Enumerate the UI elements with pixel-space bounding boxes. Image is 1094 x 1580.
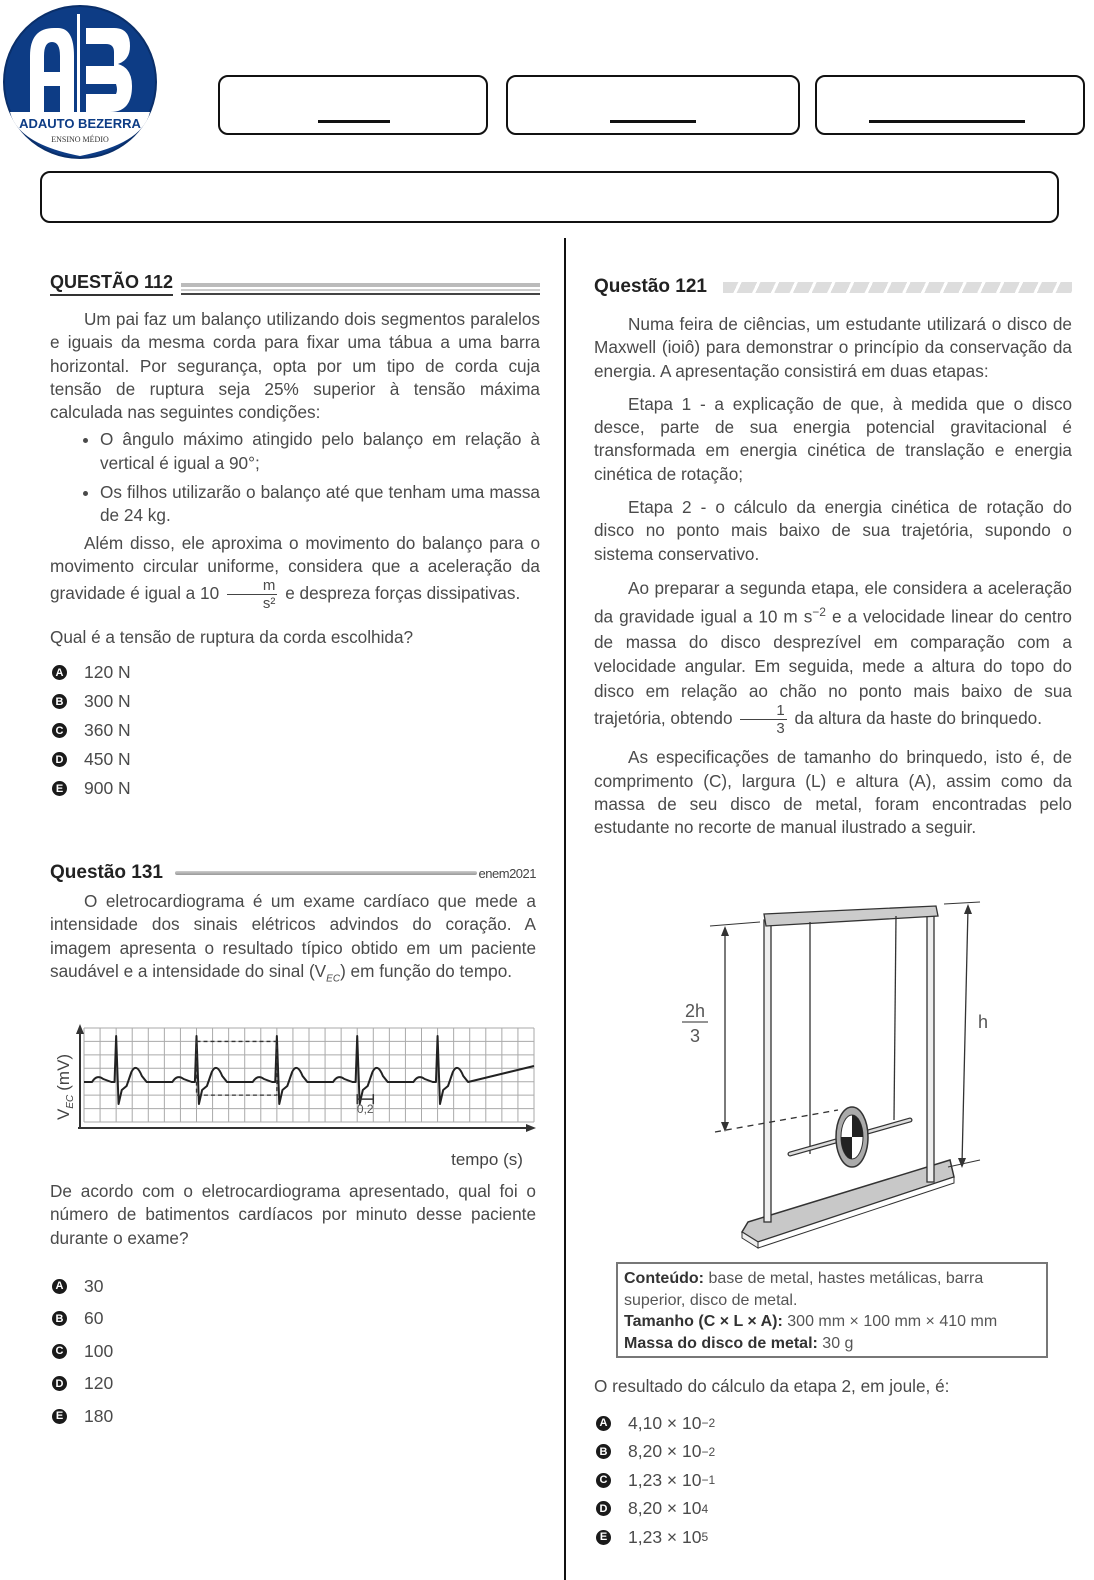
fraction-one-third (740, 703, 786, 736)
option-letter-badge: B (596, 1444, 611, 1459)
field-underline (318, 120, 390, 123)
option-letter-badge: E (52, 1409, 67, 1424)
answer-options (50, 658, 540, 803)
ecg-chart (44, 1022, 544, 1172)
option-text: 100 (84, 1340, 114, 1361)
frac-num: 1 (740, 703, 786, 720)
question-121-header (594, 276, 1072, 298)
field-underline (869, 120, 1025, 123)
condition-item: • Os filhos utilizarão o balanço até que tenham uma massa de 24 kg. (100, 481, 540, 528)
frac-den: s² (262, 595, 276, 613)
spec-label: Tamanho (C × L × A): (624, 1313, 783, 1330)
option-letter-badge: A (52, 665, 67, 680)
option-c[interactable] (50, 1335, 536, 1368)
option-b[interactable] (594, 1438, 1072, 1467)
enem-source-tag: enem2021 (478, 865, 536, 881)
option-letter-badge: B (52, 1311, 67, 1326)
string-right (894, 916, 896, 1120)
option-text: 60 (84, 1308, 104, 1329)
option-text: 360 N (84, 720, 131, 741)
option-mantissa: 1,23 × 10 (628, 1469, 702, 1490)
spec-value: 300 mm × 100 mm × 410 mm (787, 1313, 998, 1330)
question-title: Questão 121 (594, 276, 707, 297)
text-span: e a velocidade linear do centro de massa do disco desprezível em comparação com a velocidade angular. Em seguida, mede a altura do topo do disco em relação ao chão no ponto mais baixo de sua trajetória, obtendo (594, 607, 1072, 729)
question-text (50, 890, 536, 991)
option-a[interactable] (50, 658, 540, 687)
condition-item: • O ângulo máximo atingido pelo balanço em relação à vertical é igual a 90°; (100, 428, 540, 475)
option-exponent: −2 (701, 1416, 716, 1431)
option-letter-badge: B (52, 694, 67, 709)
superscript: −2 (812, 605, 826, 620)
question-text (50, 308, 540, 424)
spec-label: Conteúdo: (624, 1270, 704, 1287)
option-e[interactable] (594, 1523, 1072, 1552)
option-mantissa: 4,10 × 10 (628, 1412, 702, 1433)
school-subtitle: ENSINO MÉDIO (51, 135, 109, 144)
question-131-header (50, 862, 536, 884)
spec-mass (624, 1333, 1040, 1355)
option-letter-badge: D (52, 1376, 67, 1391)
school-logo (2, 4, 158, 160)
prompt-text: De acordo com o eletrocardiograma apresentado, qual foi o número de batimentos cardíacos por minuto desse paciente durante o exame? (50, 1181, 536, 1248)
option-exponent: −1 (701, 1473, 716, 1488)
intro-paragraph: Um pai faz um balanço utilizando dois segmentos paralelos e iguais da mesma corda para fixar uma tábua a uma barra horizontal. Por segurança, opta por um tipo de corda cuja tensão de ruptura seja 25% superior à tensão máxima calculada nas seguintes condições: (50, 309, 540, 423)
option-letter-badge: E (596, 1530, 611, 1545)
label-3: 3 (689, 1026, 701, 1046)
option-b[interactable] (50, 1302, 536, 1335)
option-letter-badge: A (596, 1416, 611, 1431)
maxwell-disc-svg (670, 892, 1000, 1252)
answer-options (50, 1270, 536, 1433)
option-exponent: 5 (701, 1530, 709, 1545)
text-span: e despreza forças dissipativas. (285, 583, 521, 604)
conditions-list (50, 428, 540, 527)
ecg-grid (84, 1028, 534, 1122)
spec-content (624, 1268, 1040, 1311)
paragraph-etapa-2: Etapa 2 - o cálculo da energia cinética de rotação do disco no ponto mais baixo de sua trajetória, supondo o sistema conservativo. (594, 497, 1072, 564)
option-letter-badge: D (596, 1501, 611, 1516)
option-c[interactable] (50, 716, 540, 745)
maxwell-disc-figure (670, 892, 1000, 1252)
text-span: O eletrocardiograma é um exame cardíaco que mede a intensidade dos sinais elétricos advindos do coração. A imagem apresenta o resultado típico obtido em um paciente saudável e a intensidade do sinal (V (50, 891, 536, 981)
dashed-reference-line (715, 1110, 838, 1132)
option-mantissa: 8,20 × 10 (628, 1498, 702, 1519)
product-spec-box (616, 1262, 1048, 1358)
frac-den: 3 (776, 720, 785, 738)
question-121-prompt-block (594, 1376, 1072, 1552)
option-d[interactable] (594, 1495, 1072, 1524)
option-exponent: 4 (701, 1501, 709, 1516)
header-field-1[interactable] (218, 75, 488, 135)
option-exponent: −2 (701, 1444, 716, 1459)
option-c[interactable] (594, 1466, 1072, 1495)
school-name: ADAUTO BEZERRA (19, 116, 141, 131)
y-label-unit: (mV) (54, 1053, 73, 1091)
option-text: 300 N (84, 691, 131, 712)
paragraph-5: As especificações de tamanho do brinquedo, isto é, de comprimento (C), largura (L) e altura (A), assim como da massa de seu disco de metal, foram encontradas pelo estudante no recorte de manual ilustrado a seguir. (594, 747, 1072, 838)
column-divider (564, 238, 566, 1580)
title-rule (175, 871, 477, 875)
question-prompt (50, 1180, 536, 1250)
header-field-2[interactable] (506, 75, 800, 135)
top-bar (764, 906, 938, 926)
header-field-3[interactable] (815, 75, 1085, 135)
text-span: Além disso, ele aproxima o movimento do balanço para o movimento circular uniforme, considera que a aceleração da gravidade é igual a 10 (50, 532, 540, 604)
label-2h: 2h (684, 1001, 706, 1021)
question-121 (594, 276, 1072, 839)
spec-size (624, 1311, 1040, 1333)
svg-text:VEC(mV) (54, 1054, 76, 1120)
option-text: 120 (84, 1373, 114, 1394)
text-span: ) em função do tempo. (340, 960, 513, 981)
fraction-m-s2 (227, 578, 278, 611)
question-prompt: Qual é a tensão de ruptura da corda escolhida? (50, 627, 414, 648)
option-letter-badge: C (52, 1344, 67, 1359)
y-axis-label (54, 1054, 76, 1120)
option-e[interactable] (50, 1400, 536, 1433)
option-letter-badge: C (52, 723, 67, 738)
frac-num: m (227, 578, 278, 595)
option-letter-badge: C (596, 1473, 611, 1488)
option-text: 120 N (84, 662, 131, 683)
question-112-header (50, 272, 540, 296)
option-e[interactable] (50, 774, 540, 803)
option-a[interactable] (594, 1409, 1072, 1438)
option-text: 30 (84, 1275, 104, 1296)
text-span: Ao preparar a segunda etapa, ele considera a aceleração da gravidade igual a 10 m s (594, 577, 1072, 628)
spec-value: base de metal, hastes metálicas, barra superior, disco de metal. (624, 1270, 984, 1309)
subscript: EC (326, 973, 341, 985)
option-letter-badge: E (52, 781, 67, 796)
option-d[interactable] (50, 745, 540, 774)
ecg-svg (44, 1022, 544, 1172)
question-prompt: O resultado do cálculo da etapa 2, em joule, é: (594, 1376, 950, 1396)
option-letter-badge: A (52, 1279, 67, 1294)
paragraph-etapa-1: Etapa 1 - a explicação de que, à medida que o disco desce, parte de sua energia potencial gravitacional é transformada em energia cinética de translação e energia cinética de rotação; (594, 393, 1072, 484)
option-text: 450 N (84, 749, 131, 770)
spec-label: Massa do disco de metal: (624, 1334, 818, 1352)
title-rule (723, 282, 1072, 293)
student-name-field[interactable] (40, 171, 1059, 223)
paragraph-4 (594, 576, 1072, 736)
option-letter-badge: D (52, 752, 67, 767)
scale-label: 0,2 (356, 1102, 374, 1117)
question-title: QUESTÃO 112 (50, 272, 173, 296)
question-112 (50, 272, 540, 803)
question-title: Questão 131 (50, 862, 163, 883)
question-131-prompt-block (50, 1180, 536, 1432)
y-axis-arrow (76, 1024, 84, 1034)
answer-options (594, 1409, 1072, 1552)
y-label-sub: EC (65, 1094, 76, 1109)
option-mantissa: 8,20 × 10 (628, 1441, 702, 1462)
x-axis-arrow (526, 1124, 536, 1132)
option-text: 180 (84, 1405, 114, 1426)
option-b[interactable] (50, 687, 540, 716)
option-a[interactable] (50, 1270, 536, 1303)
dimension-h (962, 908, 968, 1164)
question-text (594, 313, 1072, 839)
title-rule (181, 283, 540, 295)
option-d[interactable] (50, 1367, 536, 1400)
left-rod (764, 920, 771, 1222)
y-label-v: V (54, 1108, 73, 1120)
right-rod (927, 910, 934, 1182)
label-h: h (978, 1012, 989, 1032)
question-131 (50, 862, 536, 991)
x-axis-label: tempo (s) (451, 1150, 523, 1169)
option-mantissa: 1,23 × 10 (628, 1526, 702, 1547)
paragraph-1: Numa feira de ciências, um estudante utilizará o disco de Maxwell (ioiô) para demonstrar o princípio da conservação da energia. A apresentação consistirá em duas etapas: (594, 314, 1072, 381)
option-text: 900 N (84, 778, 131, 799)
text-span: da altura da haste do brinquedo. (794, 708, 1042, 729)
additional-paragraph (50, 532, 540, 612)
metal-base (742, 1160, 954, 1242)
field-underline (610, 120, 696, 123)
spec-value: 30 g (822, 1334, 854, 1352)
